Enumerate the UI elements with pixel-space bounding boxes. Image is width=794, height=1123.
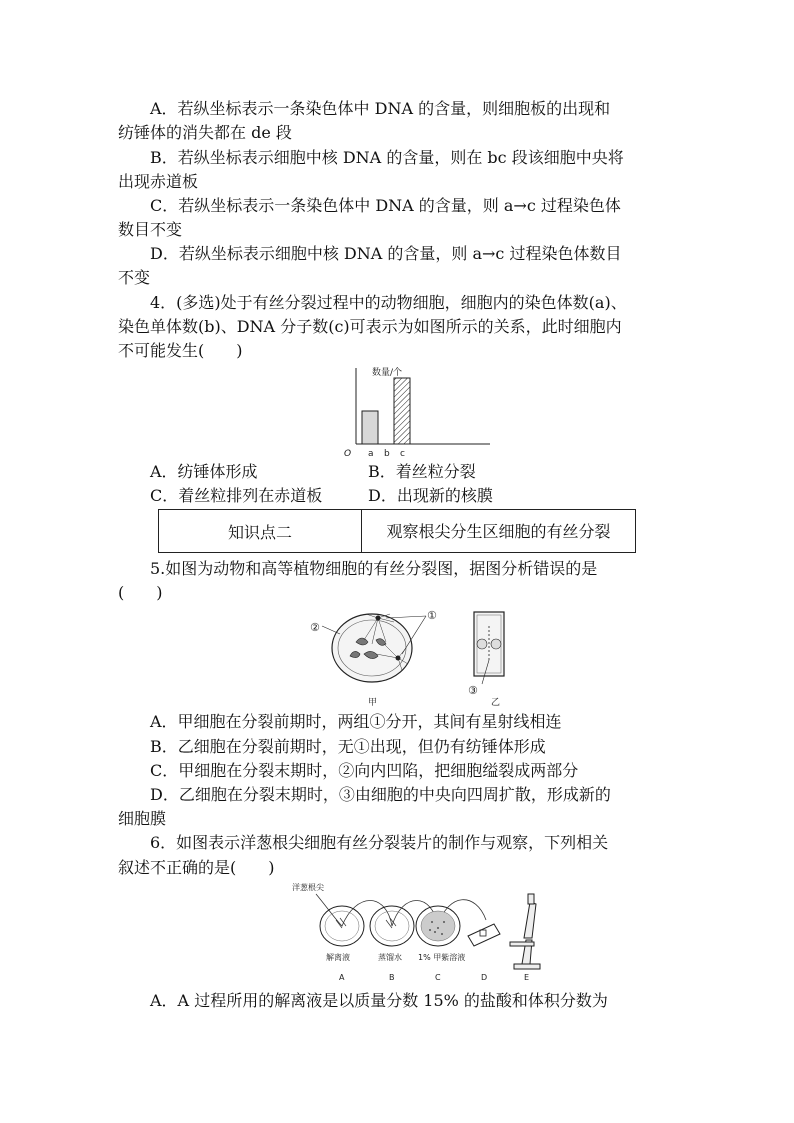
y-axis-label: 数量/个 bbox=[372, 368, 403, 378]
q3-option-b-line1: B．若纵坐标表示细胞中核 DNA 的含量，则在 bc 段该细胞中央将 bbox=[150, 148, 624, 167]
q3-option-b-line2: 出现赤道板 bbox=[118, 172, 199, 191]
step-a-label: A bbox=[339, 973, 345, 982]
label-1: ① bbox=[427, 609, 437, 622]
q5-cell-division-figure bbox=[306, 604, 506, 708]
label-2: ② bbox=[310, 621, 320, 634]
tick-label-a: a bbox=[368, 449, 374, 459]
origin-label: O bbox=[344, 449, 352, 459]
slide bbox=[468, 924, 500, 946]
knowledge-point-title: 观察根尖分生区细胞的有丝分裂 bbox=[386, 521, 611, 541]
centrosome-icon bbox=[376, 616, 381, 621]
q6-option-a: A．A 过程所用的解离液是以质量分数 15% 的盐酸和体积分数为 bbox=[150, 991, 608, 1010]
q4-option-c: C．着丝粒排列在赤道板 bbox=[150, 486, 323, 505]
q4-stem-line2: 染色单体数(b)、DNA 分子数(c)可表示为如图所示的关系，此时细胞内 bbox=[118, 317, 622, 336]
solution-a-label: 解离液 bbox=[326, 953, 350, 962]
label-3: ③ bbox=[468, 684, 478, 697]
q6-stem-line2: 叙述不正确的是( ) bbox=[118, 858, 275, 877]
step-b-label: B bbox=[389, 973, 395, 982]
animal-cell-jia bbox=[310, 609, 437, 708]
knowledge-point-label: 知识点二 bbox=[159, 510, 362, 552]
q5-option-a: A．甲细胞在分裂前期时，两组①分开，其间有星射线相连 bbox=[150, 712, 562, 731]
q6-experiment-figure bbox=[286, 880, 546, 988]
step-d-label: D bbox=[481, 973, 488, 982]
q6-stem-line1: 6．如图表示洋葱根尖细胞有丝分裂装片的制作与观察，下列相关 bbox=[150, 833, 609, 852]
q4-option-d: D．出现新的核膜 bbox=[368, 486, 493, 505]
label-jia: 甲 bbox=[368, 698, 378, 708]
root-label: 洋葱根尖 bbox=[292, 883, 324, 892]
centrosome-icon bbox=[396, 656, 401, 661]
q5-stem-line1: 5.如图为动物和高等植物细胞的有丝分裂图，据图分析错误的是 bbox=[150, 559, 598, 578]
q4-stem-line1: 4．(多选)处于有丝分裂过程中的动物细胞，细胞内的染色体数(a)、 bbox=[150, 293, 627, 312]
q5-option-d-line1: D．乙细胞在分裂末期时，③由细胞的中央向四周扩散，形成新的 bbox=[150, 785, 611, 804]
q3-option-a-line2: 纺锤体的消失都在 de 段 bbox=[118, 123, 292, 142]
step-c-label: C bbox=[435, 973, 441, 982]
plant-cell-yi bbox=[468, 612, 504, 708]
q3-option-c-line2: 数目不变 bbox=[118, 220, 183, 239]
q4-option-a: A．纺锤体形成 bbox=[150, 462, 258, 481]
q5-stem-line2: ( ) bbox=[118, 583, 163, 602]
bar-c bbox=[394, 378, 410, 444]
knowledge-point-table bbox=[158, 509, 636, 553]
tick-label-b: b bbox=[384, 449, 390, 459]
q3-option-c-line1: C．若纵坐标表示一条染色体中 DNA 的含量，则 a→c 过程染色体 bbox=[150, 196, 621, 215]
tick-label-c: c bbox=[400, 449, 405, 459]
q4-bar-chart bbox=[342, 364, 502, 460]
q4-option-b: B．着丝粒分裂 bbox=[368, 462, 476, 481]
q5-option-d-line2: 细胞膜 bbox=[118, 809, 167, 828]
q4-stem-line3: 不可能发生( ) bbox=[118, 341, 243, 360]
q5-option-b: B．乙细胞在分裂前期时，无①出现，但仍有纺锤体形成 bbox=[150, 737, 546, 756]
q3-option-d-line2: 不变 bbox=[118, 268, 151, 287]
q3-option-a-line1: A．若纵坐标表示一条染色体中 DNA 的含量，则细胞板的出现和 bbox=[150, 99, 611, 118]
solution-b-label: 蒸馏水 bbox=[378, 953, 402, 962]
q3-option-d-line1: D．若纵坐标表示细胞中核 DNA 的含量，则 a→c 过程染色体数目 bbox=[150, 244, 622, 263]
microscope-icon bbox=[510, 894, 540, 969]
solution-c-label: 1% 甲紫溶液 bbox=[418, 953, 466, 962]
step-e-label: E bbox=[524, 973, 530, 982]
bar-a bbox=[362, 411, 378, 444]
label-yi: 乙 bbox=[491, 698, 501, 708]
q5-option-c: C．甲细胞在分裂末期时，②向内凹陷，把细胞缢裂成两部分 bbox=[150, 761, 579, 780]
